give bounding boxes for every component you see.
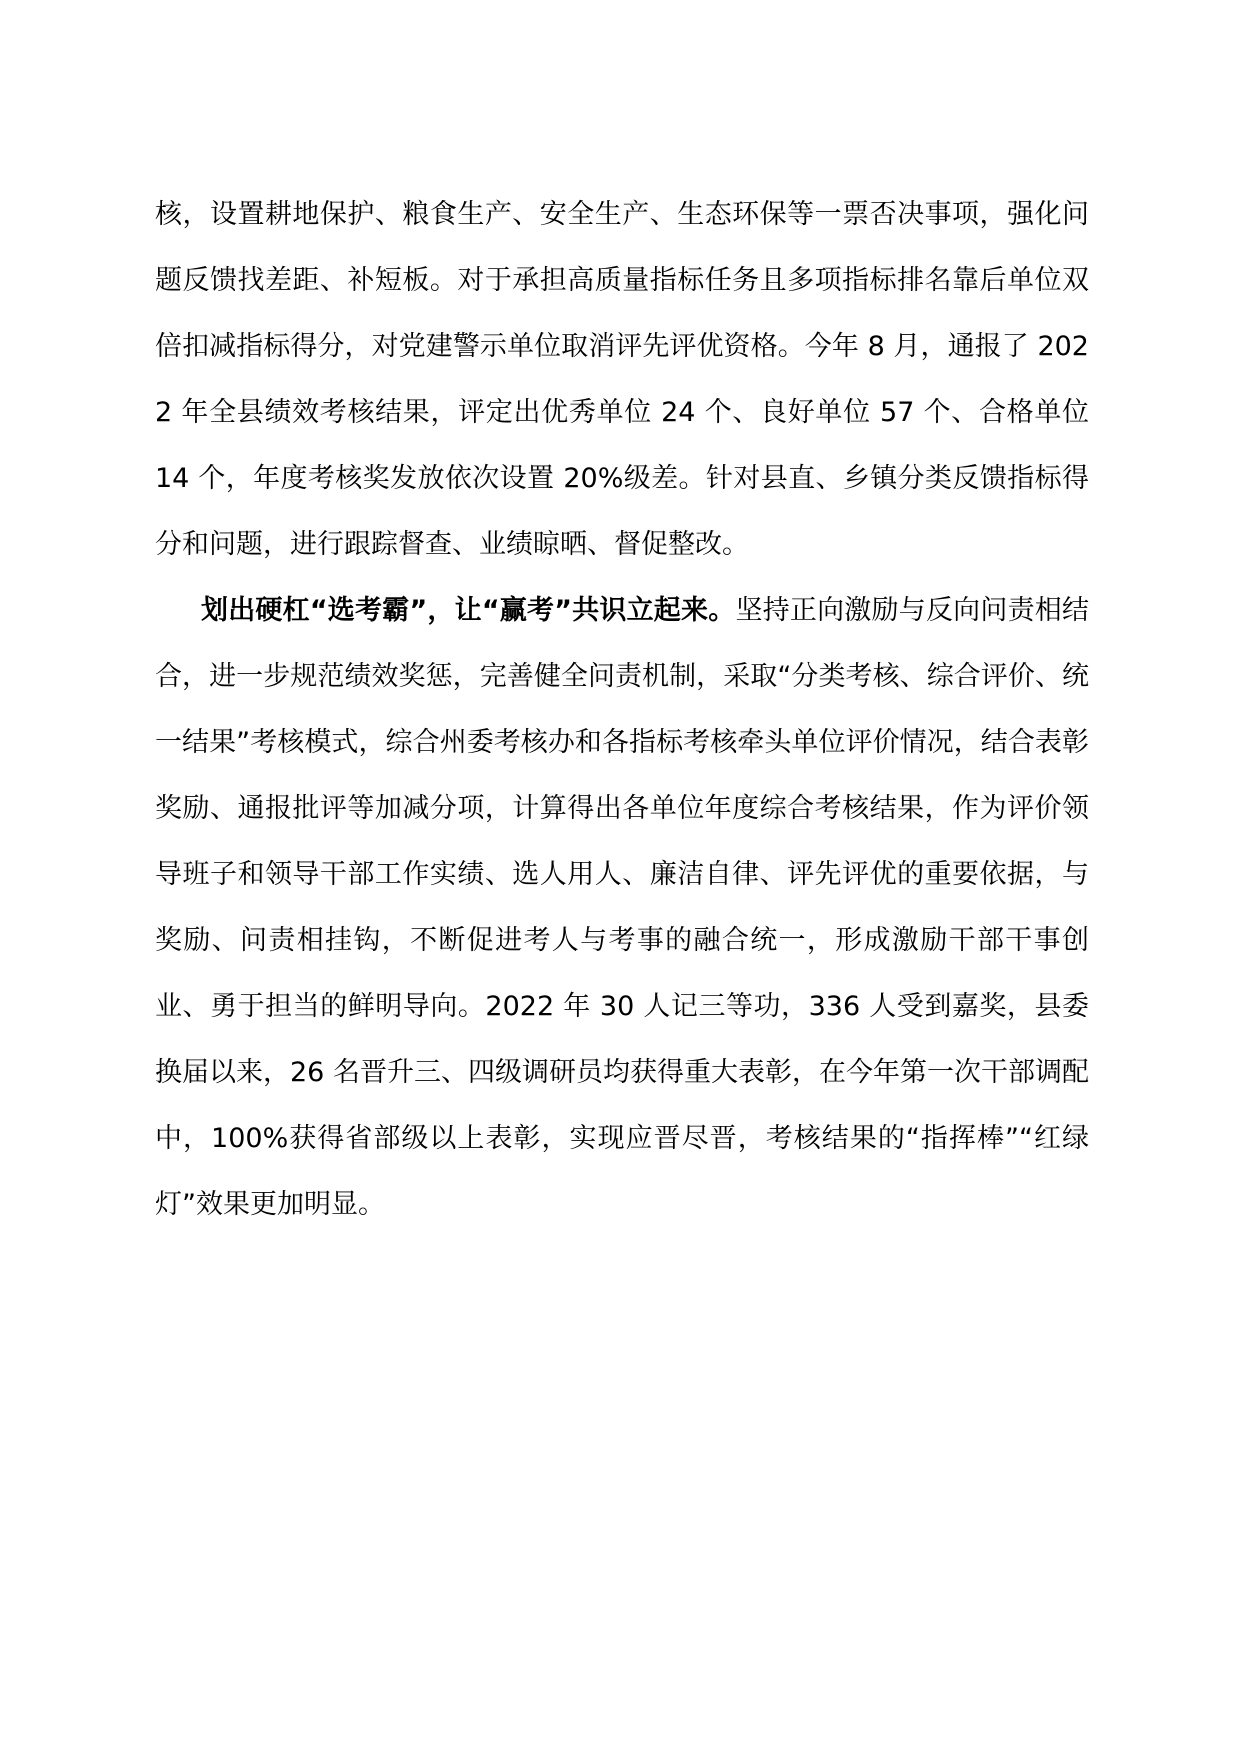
document-body xyxy=(155,182,1089,1238)
paragraph-2-text: 坚持正向激励与反向问责相结合，进一步规范绩效奖惩，完善健全问责机制，采取“分类考核、综合评价、统一结果”考核模式，综合州委考核办和各指标考核牵头单位评价情况，结合表彰奖励、通报批评等加减分项，计算得出各单位年度综合考核结果，作为评价领导班子和领导干部工作实绩、选人用人、廉洁自律、评先评优的重要依据，与奖励、问责相挂钩，不断促进考人与考事的融合统一，形成激励干部干事创业、勇于担当的鲜明导向。2022 年 30 人记三等功，336 人受到嘉奖，县委换届以来，26 名晋升三、四级调研员均获得重大表彰，在今年第一次干部调配中，100%获得省部级以上表彰，实现应晋尽晋，考核结果的“指挥棒”“红绿灯”效果更加明显。 xyxy=(155,595,1090,1220)
paragraph-1 xyxy=(155,182,1089,578)
paragraph-2-lead: 划出硬杠“选考霸”，让“赢考”共识立起来。 xyxy=(201,595,736,626)
paragraph-2 xyxy=(155,578,1089,1238)
paragraph-1-text: 核，设置耕地保护、粮食生产、安全生产、生态环保等一票否决事项，强化问题反馈找差距、补短板。对于承担高质量指标任务且多项指标排名靠后单位双倍扣减指标得分，对党建警示单位取消评先评优资格。今年 8 月，通报了 2022 年全县绩效考核结果，评定出优秀单位 24 个、良好单位 57 个、合格单位 14 个，年度考核奖发放依次设置 20%级差。针对县直、乡镇分类反馈指标得分和问题，进行跟踪督查、业绩晾晒、督促整改。 xyxy=(155,199,1089,560)
